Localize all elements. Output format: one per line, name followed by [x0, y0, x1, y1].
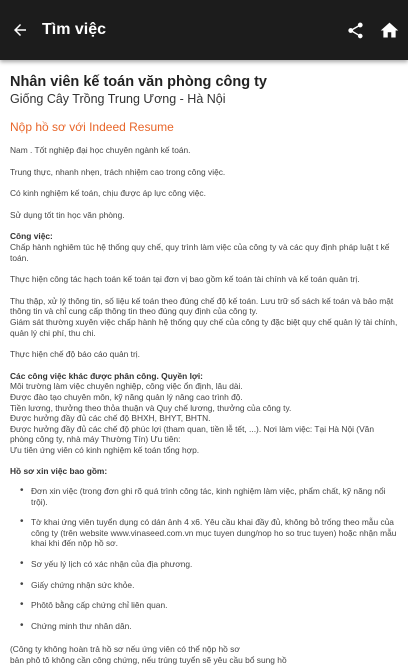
note-line: (Công ty không hoàn trả hồ sơ nếu ứng viên có thể nộp hồ sơ	[10, 644, 240, 655]
benefit-line: Được hưởng đầy đủ các chế độ phúc lợi (tham quan, tiền lễ tết, ...). Nơi làm việc: Tại Hà Nội (Văn phòng công ty, nhà máy Thường Tín) Ưu tiên:	[10, 423, 374, 445]
list-item: • Sơ yếu lý lịch có xác nhận của địa phương.	[20, 559, 398, 570]
requirement-text: Trung thực, nhanh nhẹn, trách nhiệm cao trong công việc.	[10, 166, 226, 177]
benefit-line: Môi trường làm việc chuyên nghiệp, công việc ổn định, lâu dài.	[10, 381, 243, 392]
duty-text: Giám sát thường xuyên việc chấp hành hệ thống quy chế của công ty đặc biệt quy chế quản lý tài chính, quản lý chi phí, thu chi.	[10, 316, 398, 338]
share-icon	[346, 21, 365, 40]
requirement-text: Nam . Tốt nghiệp đại học chuyên ngành kế toán.	[10, 145, 191, 155]
requirement-text: Có kinh nghiệm kế toán, chịu được áp lực công việc.	[10, 188, 206, 199]
requirement-text: Sử dụng tốt tin học văn phòng.	[10, 209, 125, 220]
duty-text: Thực hiện chế độ báo cáo quản trị.	[10, 349, 140, 360]
duty-text: Thực hiện công tác hạch toán kế toán tại đơn vị bao gồm kế toán tài chính và kế toán quản trị.	[10, 274, 360, 285]
back-button[interactable]	[1, 0, 39, 60]
list-item: • Chứng minh thư nhân dân.	[20, 621, 398, 632]
benefit-line: Ưu tiên ứng viên có kinh nghiệm kế toán tổng hợp.	[10, 444, 200, 455]
benefit-line: Được hưởng đầy đủ các chế độ BHXH, BHYT, BHTN.	[10, 413, 211, 424]
note-line: bản phô tô không cần công chứng, nếu trúng tuyển sẽ yêu cầu bổ sung hồ	[10, 655, 287, 665]
home-button[interactable]	[372, 0, 406, 60]
apply-indeed-resume-link[interactable]: Nộp hồ sơ với Indeed Resume	[10, 120, 174, 134]
duties-heading: Công việc:	[10, 231, 53, 242]
app-bar	[0, 0, 408, 60]
duty-text: Chấp hành nghiêm túc hệ thống quy chế, quy trình làm việc của công ty và các quy định pháp luật t kế toán.	[10, 241, 390, 263]
benefit-line: Được đào tạo chuyên môn, kỹ năng quản lý nâng cao trình độ.	[10, 391, 243, 402]
arrow-left-icon	[11, 21, 29, 39]
job-detail	[0, 60, 408, 665]
benefit-line: Tiền lương, thưởng theo thỏa thuận và Quy chế lương, thưởng của công ty.	[10, 402, 292, 413]
list-item: • Phôtô bằng cấp chứng chỉ liên quan.	[20, 600, 398, 611]
company-name: Giống Cây Trồng Trung Ương - Hà Nội	[10, 92, 226, 106]
page-title: Tìm việc	[42, 21, 107, 38]
list-item: • Đơn xin việc (trong đơn ghi rõ quá trình công tác, kinh nghiệm làm việc, phẩm chất, kỹ năng nổi trội).	[20, 486, 398, 507]
note-text	[10, 644, 398, 665]
job-description	[10, 145, 398, 666]
home-icon	[379, 20, 400, 41]
documents-list	[10, 486, 398, 631]
share-button[interactable]	[338, 0, 372, 60]
duty-text: Thu thập, xử lý thông tin, số liệu kế toán theo đúng chế độ kế toán. Lưu trữ sổ sách kế toán và bảo mật thông tin và chỉ cung cấp thông tin theo đúng quy định của công ty.	[10, 295, 394, 317]
list-item: • Tờ khai ứng viên tuyển dụng có dán ảnh 4 x6. Yêu cầu khai đầy đủ, không bỏ trống theo mẫu của công ty (trên website www.vinaseed.com.vn mục tuyen dung/nop ho so truc tuyen) hoặc nhận mẫu khai khi đến nộp hồ sơ.	[20, 517, 398, 549]
job-title: Nhân viên kế toán văn phòng công ty	[10, 74, 267, 90]
documents-heading: Hồ sơ xin việc bao gồm:	[10, 466, 108, 477]
benefits-heading: Các công việc khác được phân công. Quyền lợi:	[10, 370, 203, 381]
list-item: • Giấy chứng nhận sức khỏe.	[20, 580, 398, 591]
